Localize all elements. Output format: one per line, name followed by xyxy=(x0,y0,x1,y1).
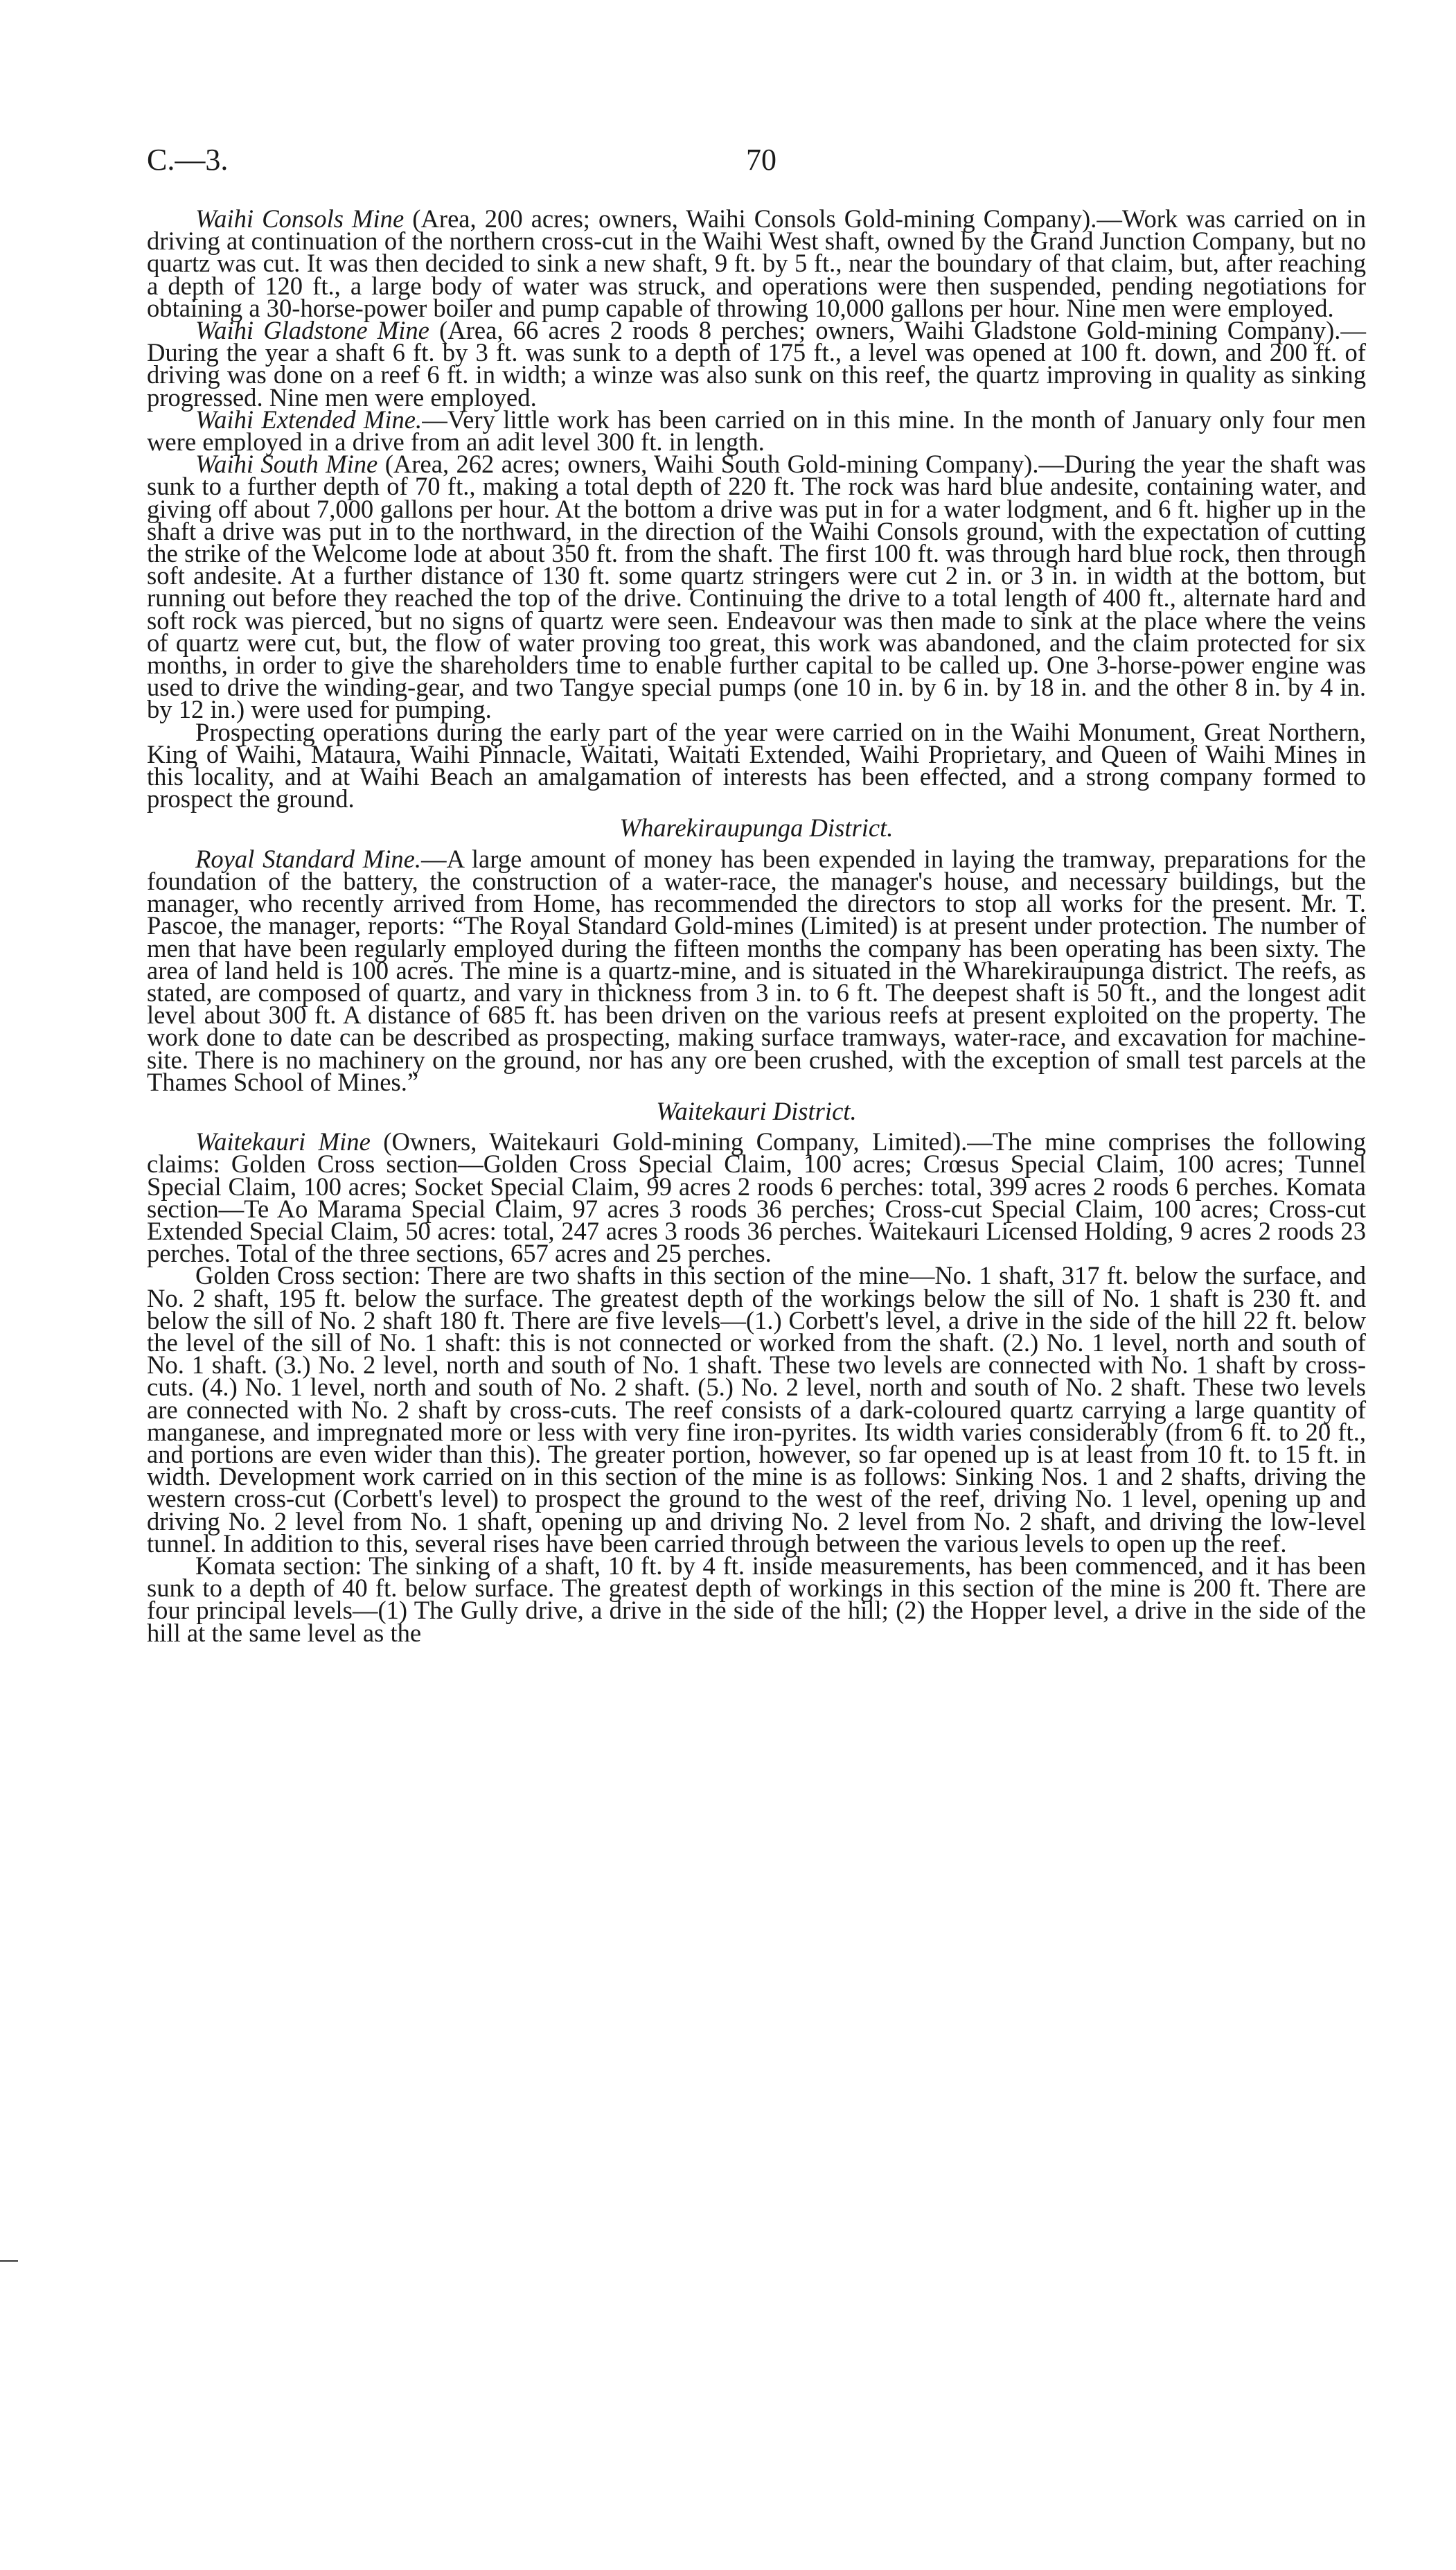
paragraph-prospecting xyxy=(147,717,1366,813)
mine-title: Waihi Consols Mine xyxy=(195,204,405,233)
report-code: C.—3. xyxy=(147,143,229,177)
page-number: 70 xyxy=(746,143,776,177)
margin-dash xyxy=(0,2260,18,2262)
section-heading-waitekauri: Waitekauri District. xyxy=(656,1096,857,1125)
paragraph-text: —Very little work has been carried on in this mine. In the month of January only four men were employed in a drive from an adit level 300 ft. in length. xyxy=(147,405,1366,457)
paragraph-waitekauri xyxy=(147,1127,1366,1268)
paragraph-waihi-south xyxy=(147,450,1367,724)
paragraph-text: (Owners, Waitekauri Gold-mining Company, Limited).—The mine comprises the following claims: Golden Cross section—Golden Cross Special Claim, 100 acres; Crœsus Special Claim, 100 acres; Tunnel Special Claim, 100 acres; Socket Special Claim, 99 acres 2 roods 6 perches: total, 399 acres 2 roods 6 perches. Komata section—Te Ao Marama Special Claim, 97 acres 3 roods 36 perches; Cross-cut Special Claim, 100 acres; Cross-cut Extended Special Claim, 50 acres: total, 247 acres 3 roods 36 perches. Waitekauri Licensed Holding, 9 acres 2 roods 23 perches. Total of the three sections, 657 acres and 25 perches. xyxy=(147,1127,1366,1268)
paragraph-waihi-gladstone xyxy=(147,316,1367,412)
section-heading-wharekiraupunga: Wharekiraupunga District. xyxy=(619,813,894,843)
paragraph-komata: Komata section: The sinking of a shaft, 10 ft. by 4 ft. inside measurements, has been commenced, and it has been sunk to a depth of 40 ft. below surface. The greatest depth of workings in this section of the mine is 200 ft. There are four principal levels—(1) The Gully drive, a drive in the side of the hill; (2) the Hopper level, a drive in the side of the hill at the same level as the xyxy=(147,1551,1366,1647)
page-header xyxy=(147,142,1366,191)
mine-title: Waihi Extended Mine. xyxy=(195,405,423,434)
mine-title: Waihi Gladstone Mine xyxy=(195,316,429,345)
body-text xyxy=(147,204,1367,1647)
mine-title: Royal Standard Mine. xyxy=(195,844,422,873)
paragraph-text: (Area, 200 acres; owners, Waihi Consols Gold-mining Company).—Work was carried on in driving at continuation of the northern cross-cut in the Waihi West shaft, owned by the Grand Junction Company, but no quartz was cut. It was then decided to sink a new shaft, 9 ft. by 5 ft., near the boundary of that claim, but, after reaching a depth of 120 ft., a large body of water was struck, and operations were then suspended, pending negotiations for obtaining a 30-horse-power boiler and pump capable of throwing 10,000 gallons per hour. Nine men were employed. xyxy=(147,204,1366,322)
paragraph-waihi-consols xyxy=(147,204,1366,322)
paragraph-golden-cross: Golden Cross section: There are two shafts in this section of the mine—No. 1 shaft, 317 ft. below the surface, and No. 2 shaft, 195 ft. below the surface. The greatest depth of the workings below the sill of No. 1 shaft is 230 ft. and below the sill of No. 2 shaft 180 ft. There are five levels—(1.) Corbett's level, a drive in the side of the hill 22 ft. below the level of the sill of No. 1 shaft: this is not connected or worked from the shaft. (2.) No. 1 level, north and south of No. 1 shaft. (3.) No. 2 level, north and south of No. 1 shaft. These two levels are connected with No. 1 shaft by cross-cuts. (4.) No. 1 level, north and south of No. 2 shaft. (5.) No. 2 level, north and south of No. 2 shaft. These two levels are connected with No. 2 shaft by cross-cuts. The reef consists of a dark-coloured quartz carrying a large quantity of manganese, and impregnated more or less with very fine iron-pyrites. Its width varies considerably (from 6 ft. to 20 ft., and portions are even wider than this). The greater portion, however, so far opened up is at least from 10 ft. to 15 ft. in width. Development work carried on in this section of the mine is as follows: Sinking Nos. 1 and 2 shafts, driving the western cross-cut (Corbett's level) to prospect the ground to the west of the reef, driving No. 1 level, opening up and driving No. 2 level from No. 1 shaft, opening up and driving No. 2 level from No. 2 shaft, and driving the low-level tunnel. In addition to this, several rises have been carried through between the various levels to open up the reef. xyxy=(147,1261,1366,1558)
paragraph-royal-standard xyxy=(147,844,1366,1096)
mine-title: Waihi South Mine xyxy=(195,450,378,479)
paragraph-text: —A large amount of money has been expended in laying the tramway, preparations for the foundation of the battery, the construction of a water-race, the manager's house, and necessary buildings, but the manager, who recently arrived from Home, has recommended the directors to stop all works for the present. Mr. T. Pascoe, the manager, reports: “The Royal Standard Gold-mines (Limited) is at present under protection. The number of men that have been regularly employed during the fifteen months the company has been operating has been sixty. The area of land held is 100 acres. The mine is a quartz-mine, and is situated in the Wharekiraupunga district. The reefs, as stated, are composed of quartz, and vary in thickness from 3 in. to 6 ft. The deepest shaft is 50 ft., and the longest adit level about 300 ft. A distance of 685 ft. has been driven on the various reefs at present exploited on the property. The work done to date can be described as prospecting, making surface tramways, water-race, and excavation for machine-site. There is no machinery on the ground, nor has any ore been crushed, with the exception of small test parcels at the Thames School of Mines.” xyxy=(147,844,1366,1096)
paragraph-waihi-extended xyxy=(147,405,1366,457)
mine-title: Waitekauri Mine xyxy=(195,1127,371,1156)
paragraph-text: (Area, 66 acres 2 roods 8 perches; owners, Waihi Gladstone Gold-mining Company).—During the year a shaft 6 ft. by 3 ft. was sunk to a depth of 175 ft., a level was opened at 100 ft. down, and 200 ft. of driving was done on a reef 6 ft. in width; a winze was also sunk on this reef, the quartz improving in quality as sinking progressed. Nine men were employed. xyxy=(147,316,1367,412)
paragraph-text: Prospecting operations during the early part of the year were carried on in the Waihi Monument, Great Northern, King of Waihi, Mataura, Waihi Pinnacle, Waitati, Waitati Extended, Waihi Proprietary, and Queen of Waihi Mines in this locality, and at Waihi Beach an amalgamation of interests has been effected, and a strong company formed to prospect the ground. xyxy=(147,717,1366,813)
paragraph-text: (Area, 262 acres; owners, Waihi South Gold-mining Company).—During the year the shaft was sunk to a further depth of 70 ft., making a total depth of 220 ft. The rock was hard blue andesite, containing water, and giving off about 7,000 gallons per hour. At the bottom a drive was put in for a water lodgment, and 6 ft. higher up in the shaft a drive was put in to the northward, in the direction of the Waihi Consols ground, with the expectation of cutting the strike of the Welcome lode at about 350 ft. from the shaft. The first 100 ft. was through hard blue rock, then through soft andesite. At a further distance of 130 ft. some quartz stringers were cut 2 in. or 3 in. in width at the bottom, but running out before they reached the top of the drive. Continuing the drive to a total length of 400 ft., alternate hard and soft rock was pierced, but no signs of quartz were seen. Endeavour was then made to sink at the place where the veins of quartz were cut, but, the flow of water proving too great, this work was abandoned, and the claim protected for six months, in order to give the shareholders time to enable further capital to be called up. One 3-horse-power engine was used to drive the winding-gear, and two Tangye special pumps (one 10 in. by 6 in. by 18 in. and the other 8 in. by 4 in. by 12 in.) were used for pumping. xyxy=(147,450,1367,724)
